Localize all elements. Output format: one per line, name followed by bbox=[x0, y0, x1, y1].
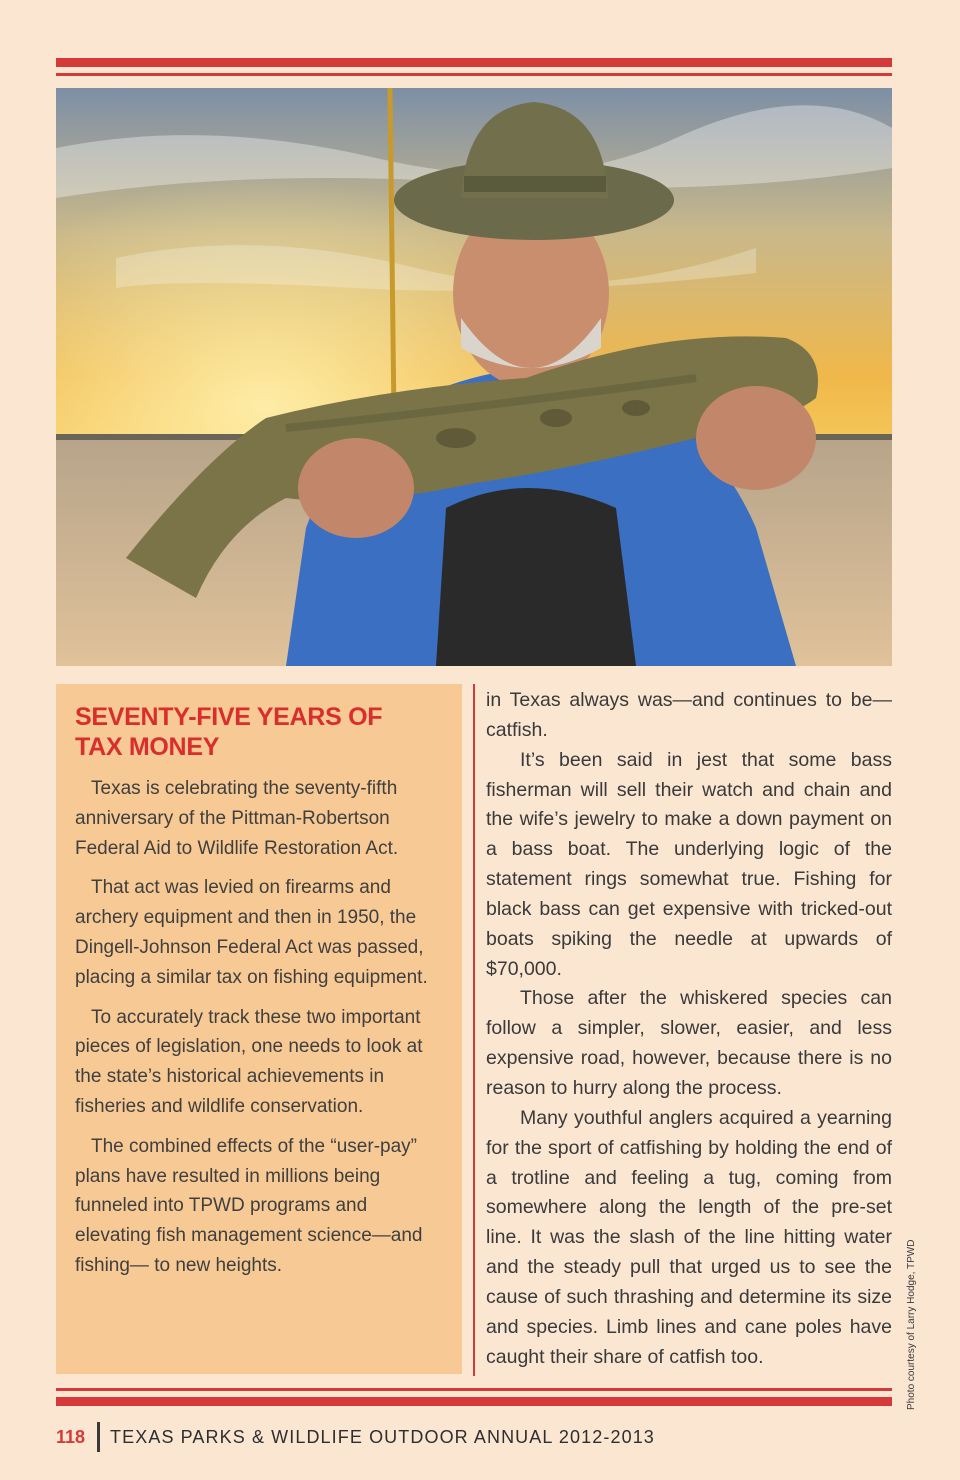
body-paragraph: Many youthful anglers acquired a yearning for the sport of catfishing by holding the end of a trotline and feeling a tug, coming from somewhere along the length of the pre-set line. It was the slash of the line hitting water and the steady pull that urged us to see the cause of such thrashing and determine its size and species. Limb lines and cane poles have caught their share of catfish too. bbox=[486, 1106, 892, 1368]
top-rule-thin bbox=[56, 73, 892, 76]
column-divider bbox=[473, 684, 475, 1376]
publication-title: TEXAS PARKS & WILDLIFE OUTDOOR ANNUAL 2012-2013 bbox=[110, 1426, 655, 1447]
page-number: 118 bbox=[56, 1426, 86, 1447]
bottom-rule-thin bbox=[56, 1388, 892, 1391]
sidebar-paragraph: Texas is celebrating the seventy-fifth anniversary of the Pittman-Robertson Federal Aid to Wildlife Restoration Act. bbox=[75, 778, 399, 859]
bottom-rule-thick bbox=[56, 1397, 892, 1406]
body-paragraph: Those after the whiskered species can follow a simpler, slower, easier, and less expensive road, however, because there is no reason to hurry along the process. bbox=[486, 987, 892, 1099]
page-footer bbox=[56, 1421, 655, 1453]
footer-separator bbox=[97, 1422, 100, 1452]
angler-catfish-photo bbox=[56, 88, 892, 666]
main-body-column bbox=[486, 686, 892, 1372]
body-paragraph: It’s been said in jest that some bass fisherman will sell their watch and chain and the wife’s jewelry to make a down payment on a bass boat. The underlying logic of the statement rings somewhat true. Fishing for black bass can get expensive with tricked-out boats spiking the needle at upwards of $70,000. bbox=[486, 748, 892, 980]
sidebar-title: SEVENTY-FIVE YEARS OF TAX MONEY bbox=[75, 703, 383, 761]
sidebar-paragraph: The combined effects of the “user-pay” plans have resulted in millions being funneled into TPWD programs and elevating fish management science—and fishing— to new heights. bbox=[75, 1135, 423, 1276]
photo-credit: Photo courtesy of Larry Hodge, TPWD bbox=[906, 1239, 917, 1410]
body-paragraph: in Texas always was—and continues to be—catfish. bbox=[486, 689, 892, 741]
sidebar-paragraph: That act was levied on firearms and archery equipment and then in 1950, the Dingell-Johnson Federal Act was passed, placing a similar tax on fishing equipment. bbox=[75, 877, 428, 988]
sidebar-box bbox=[56, 684, 462, 1374]
top-rule-thick bbox=[56, 58, 892, 67]
sidebar-paragraph: To accurately track these two important pieces of legislation, one needs to look at the state’s historical achievements in fisheries and wildlife conservation. bbox=[75, 1006, 423, 1117]
